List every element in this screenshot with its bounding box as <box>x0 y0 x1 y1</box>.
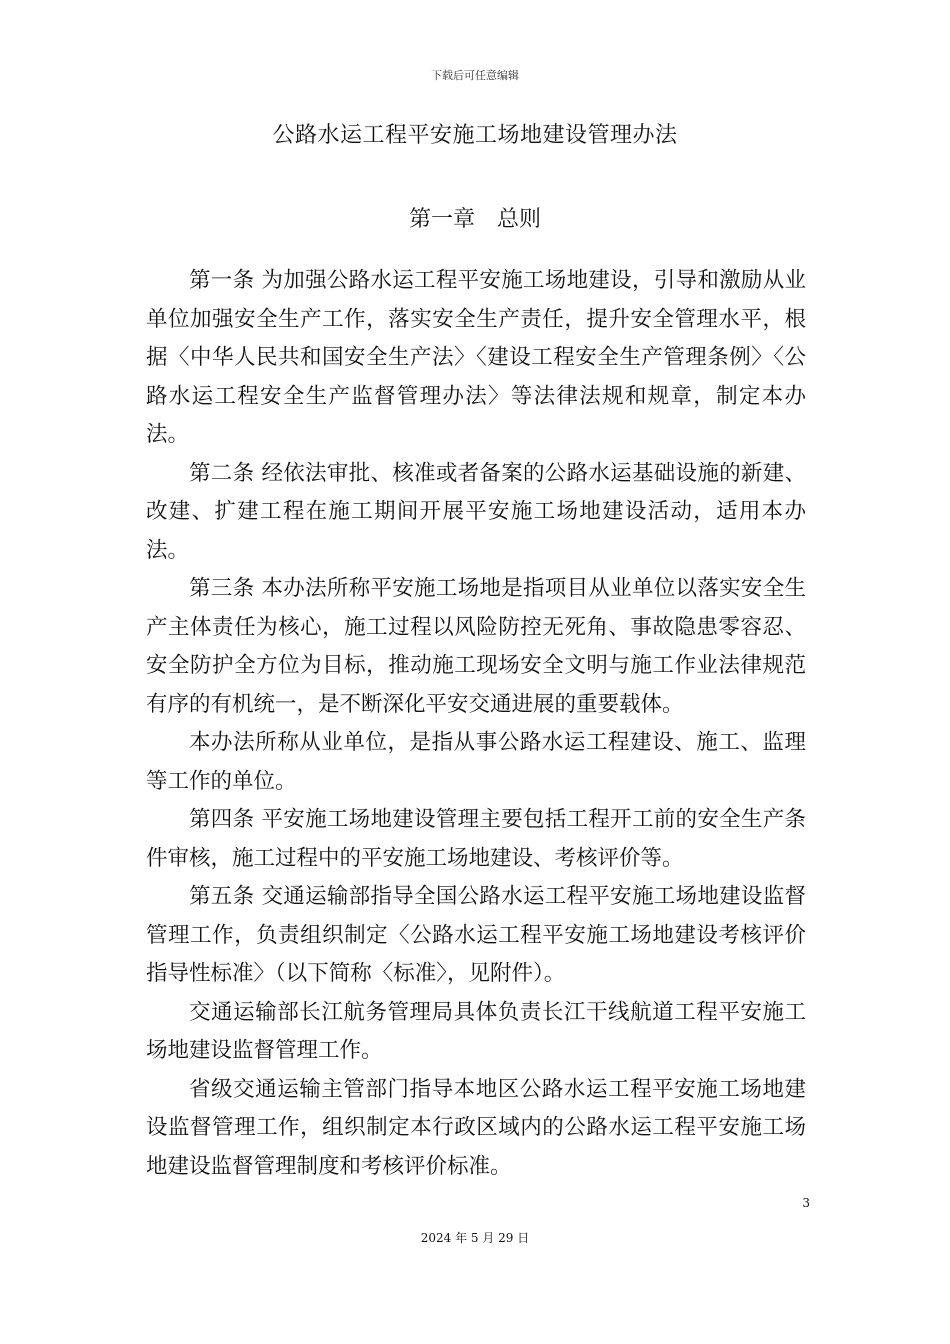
header-note: 下载后可任意编辑 <box>431 69 519 82</box>
paragraph-article-3-note: 本办法所称从业单位，是指从事公路水运工程建设、施工、监理等工作的单位。 <box>146 730 806 794</box>
paragraph-article-5-changjiang: 交通运输部长江航务管理局具体负责长江干线航道工程平安施工场地建设监督管理工作。 <box>146 999 806 1063</box>
document-body <box>146 262 806 1186</box>
paragraph-article-5: 第五条 交通运输部指导全国公路水运工程平安施工场地建设监督管理工作，负责组织制定〈公路水运工程平安施工场地建设考核评价指导性标准〉（以下简称〈标准〉，见附件）。 <box>146 884 806 986</box>
paragraph-article-1: 第一条 为加强公路水运工程平安施工场地建设，引导和激励从业单位加强安全生产工作，落实安全生产责任，提升安全管理水平，根据〈中华人民共和国安全生产法〉〈建设工程安全生产管理条例〉〈公路水运工程安全生产监督管理办法〉等法律法规和规章，制定本办法。 <box>146 268 806 447</box>
footer-date: 2024 年 5 月 29 日 <box>420 1231 530 1245</box>
page-number: 3 <box>802 1196 810 1210</box>
paragraph-article-2: 第二条 经依法审批、核准或者备案的公路水运基础设施的新建、改建、扩建工程在施工期间开展平安施工场地建设活动，适用本办法。 <box>146 460 806 563</box>
chapter-heading: 第一章 总则 <box>408 207 541 232</box>
paragraph-article-3: 第三条 本办法所称平安施工场地是指项目从业单位以落实安全生产主体责任为核心，施工过程以风险防控无死角、事故隐患零容忍、安全防护全方位为目标，推动施工现场安全文明与施工作业法律规范有序的有机统一，是不断深化平安交通进展的重要载体。 <box>146 576 806 717</box>
document-title: 公路水运工程平安施工场地建设管理办法 <box>272 123 678 148</box>
paragraph-article-5-provincial: 省级交通运输主管部门指导本地区公路水运工程平安施工场地建设监督管理工作，组织制定本行政区域内的公路水运工程平安施工场地建设监督管理制度和考核评价标准。 <box>146 1076 806 1179</box>
paragraph-article-4: 第四条 平安施工场地建设管理主要包括工程开工前的安全生产条件审核，施工过程中的平安施工场地建设、考核评价等。 <box>146 807 806 871</box>
